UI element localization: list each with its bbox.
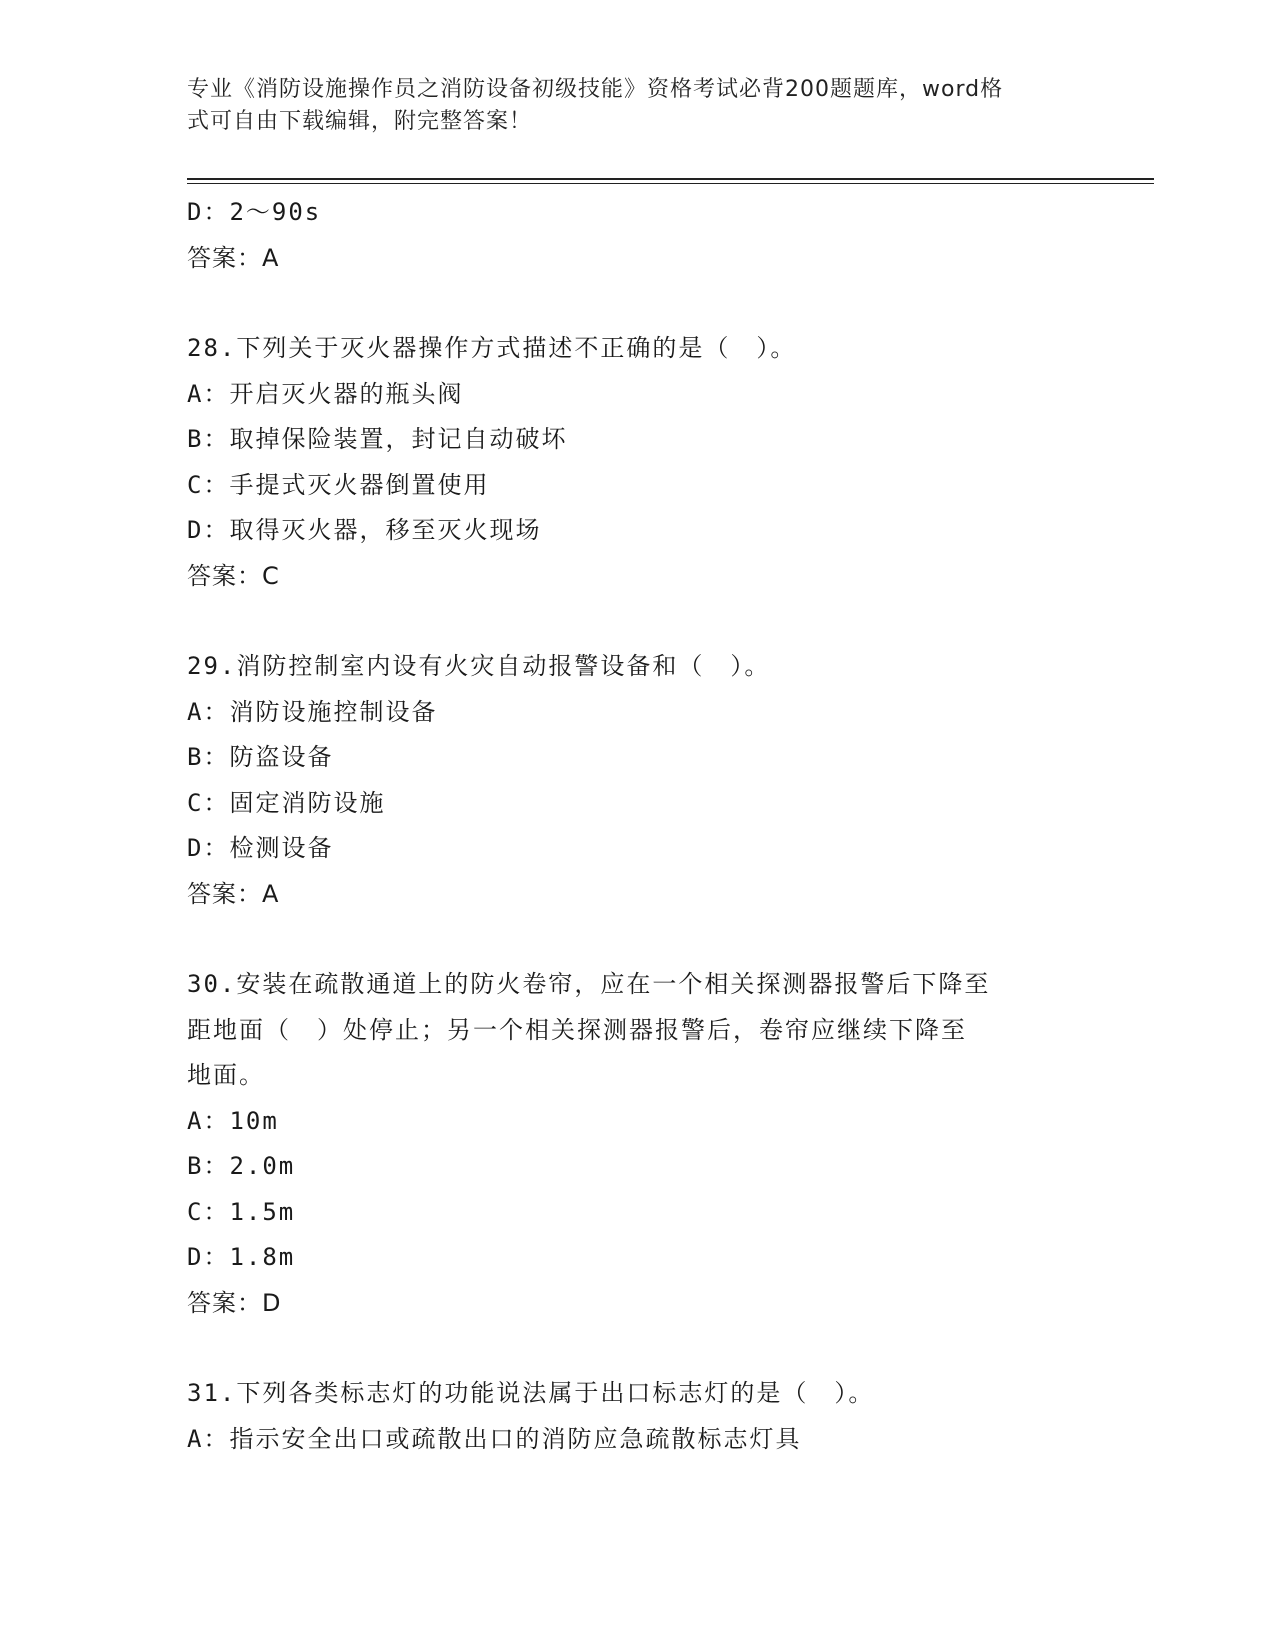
question-list (187, 190, 1087, 1462)
question-29 (187, 644, 1087, 917)
option-a: A：消防设施控制设备 (187, 697, 438, 726)
option-d: D：取得灭火器，移至灭火现场 (187, 516, 542, 544)
question-text-line-2: 距地面（ ）处停止；另一个相关探测器报警后，卷帘应继续下降至 (187, 1015, 967, 1044)
header-line-2: 式可自由下载编辑，附完整答案！ (187, 109, 533, 134)
option-b: B：防盗设备 (187, 743, 334, 771)
option-d: D：检测设备 (187, 834, 334, 862)
option-c: C：手提式灭火器倒置使用 (187, 470, 490, 499)
answer: 答案：A (187, 879, 280, 908)
header-divider-thick (187, 178, 1154, 180)
question-31 (187, 1371, 1087, 1462)
question-28 (187, 326, 1087, 599)
option-b: B：取掉保险装置，封记自动破坏 (187, 425, 568, 453)
question-text: 29.消防控制室内设有火灾自动报警设备和（ ）。 (187, 652, 771, 680)
header-line-1: 专业《消防设施操作员之消防设备初级技能》资格考试必背200题题库，word格 (187, 77, 1004, 102)
answer: 答案：C (187, 561, 280, 590)
document-header (187, 74, 1087, 138)
option-c: C：固定消防设施 (187, 788, 386, 817)
header-divider-thin (187, 183, 1154, 184)
prev-option-d: D：2～90s (187, 198, 322, 226)
prev-answer: 答案：A (187, 243, 280, 272)
question-30 (187, 962, 1087, 1326)
option-a: A：开启灭火器的瓶头阀 (187, 379, 464, 408)
answer: 答案：D (187, 1288, 282, 1317)
option-b: B：2.0m (187, 1152, 296, 1180)
option-a: A：指示安全出口或疏散出口的消防应急疏散标志灯具 (187, 1424, 802, 1453)
question-text-line-1: 30.安装在疏散通道上的防火卷帘，应在一个相关探测器报警后下降至 (187, 970, 991, 998)
option-c: C：1.5m (187, 1197, 296, 1226)
question-text: 31.下列各类标志灯的功能说法属于出口标志灯的是（ ）。 (187, 1379, 875, 1407)
option-a: A：10m (187, 1106, 279, 1135)
question-text-line-3: 地面。 (187, 1061, 265, 1089)
question-text: 28.下列关于灭火器操作方式描述不正确的是（ ）。 (187, 334, 797, 362)
option-d: D：1.8m (187, 1243, 296, 1271)
